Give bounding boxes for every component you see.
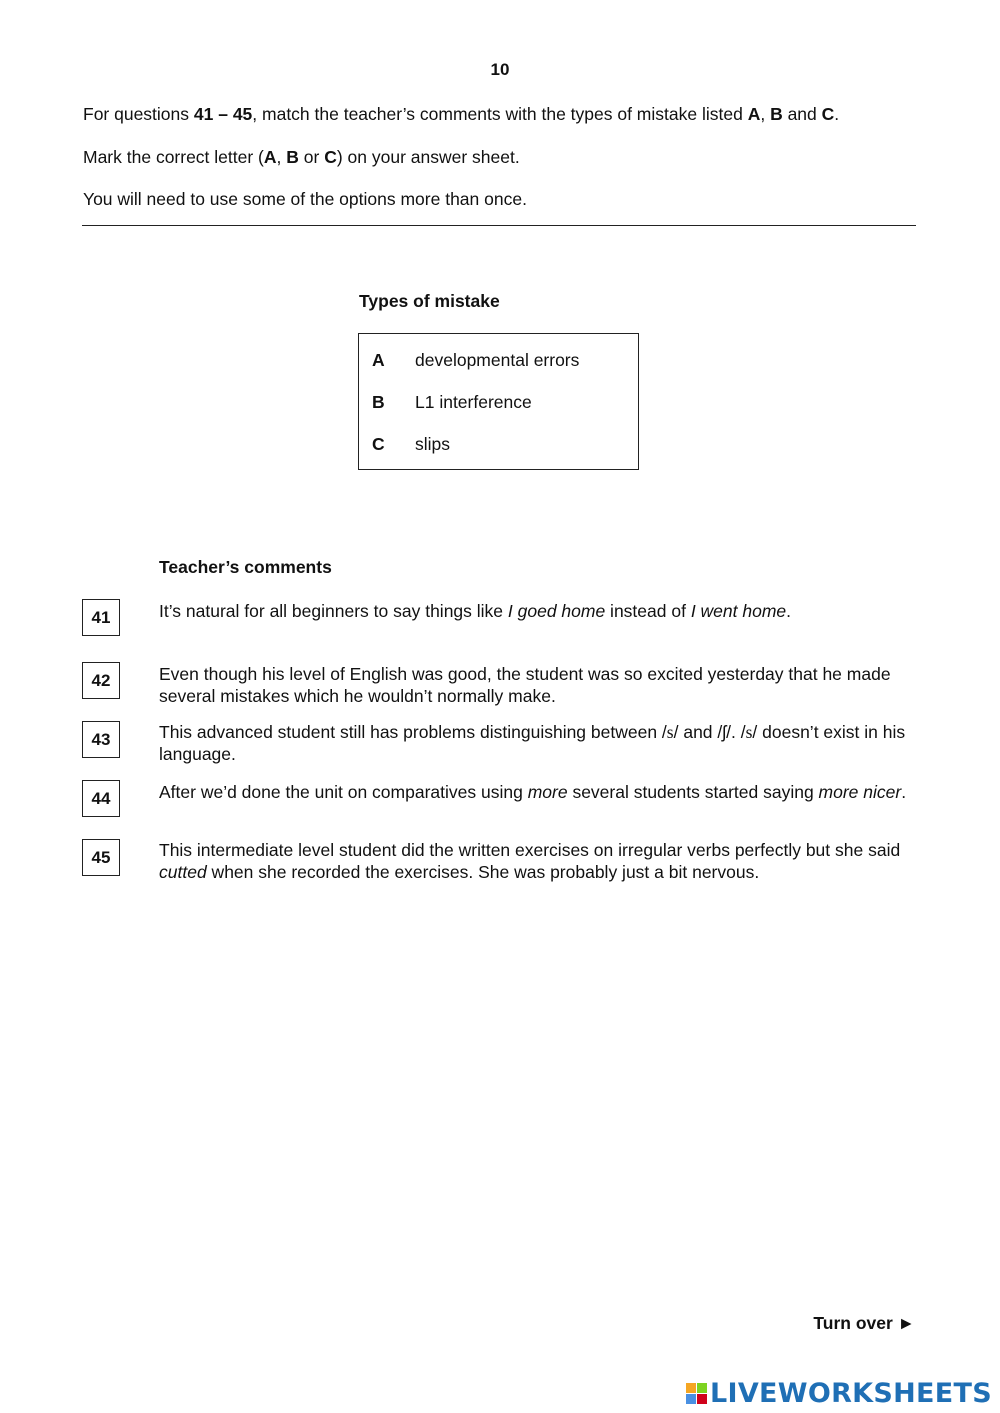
comments-heading: Teacher’s comments [159, 557, 332, 577]
option-letter: B [372, 392, 385, 412]
option-text: developmental errors [415, 350, 580, 370]
option-letter: C [372, 434, 385, 454]
logo-square [697, 1383, 707, 1393]
page-number: 10 [490, 60, 510, 79]
logo-square [697, 1394, 707, 1404]
type-option-a [372, 350, 632, 372]
instruction-line-2: Mark the correct letter (A, B or C) on your answer sheet. [83, 147, 520, 167]
instruction-line-3: You will need to use some of the options more than once. [83, 189, 527, 209]
turn-over-label: Turn over ► [813, 1313, 915, 1333]
type-option-c [372, 434, 632, 456]
divider [82, 225, 916, 226]
logo-square [686, 1394, 696, 1404]
answer-box-45[interactable]: 45 [82, 839, 120, 876]
comment-41: It’s natural for all beginners to say things like I goed home instead of I went home. [159, 601, 792, 621]
comment-42: Even though his level of English was good, the student was so excited yesterday that he made several mistakes which he wouldn’t normally make. [159, 664, 891, 706]
types-box [358, 333, 639, 470]
answer-box-41[interactable]: 41 [82, 599, 120, 636]
answer-box-43[interactable]: 43 [82, 721, 120, 758]
type-option-b [372, 392, 632, 414]
instruction-line-1: For questions 41 – 45, match the teacher’s comments with the types of mistake listed A, B and C. [83, 104, 840, 124]
option-letter: A [372, 350, 385, 370]
logo-mark-icon [686, 1383, 707, 1404]
comment-43: This advanced student still has problems distinguishing between /s/ and /ʃ/. /s/ doesn’t exist in his language. [159, 722, 906, 764]
types-heading: Types of mistake [359, 291, 500, 311]
answer-box-42[interactable]: 42 [82, 662, 120, 699]
option-text: L1 interference [415, 392, 532, 412]
answer-box-44[interactable]: 44 [82, 780, 120, 817]
comment-45: This intermediate level student did the written exercises on irregular verbs perfectly but she said cutted when she recorded the exercises. She was probably just a bit nervous. [159, 840, 901, 882]
logo-text: LIVEWORKSHEETS [709, 1377, 992, 1409]
option-text: slips [415, 434, 451, 454]
logo-square [686, 1383, 696, 1393]
liveworksheets-logo [686, 1377, 992, 1409]
comment-44: After we’d done the unit on comparatives using more several students started saying more nicer. [159, 782, 907, 802]
